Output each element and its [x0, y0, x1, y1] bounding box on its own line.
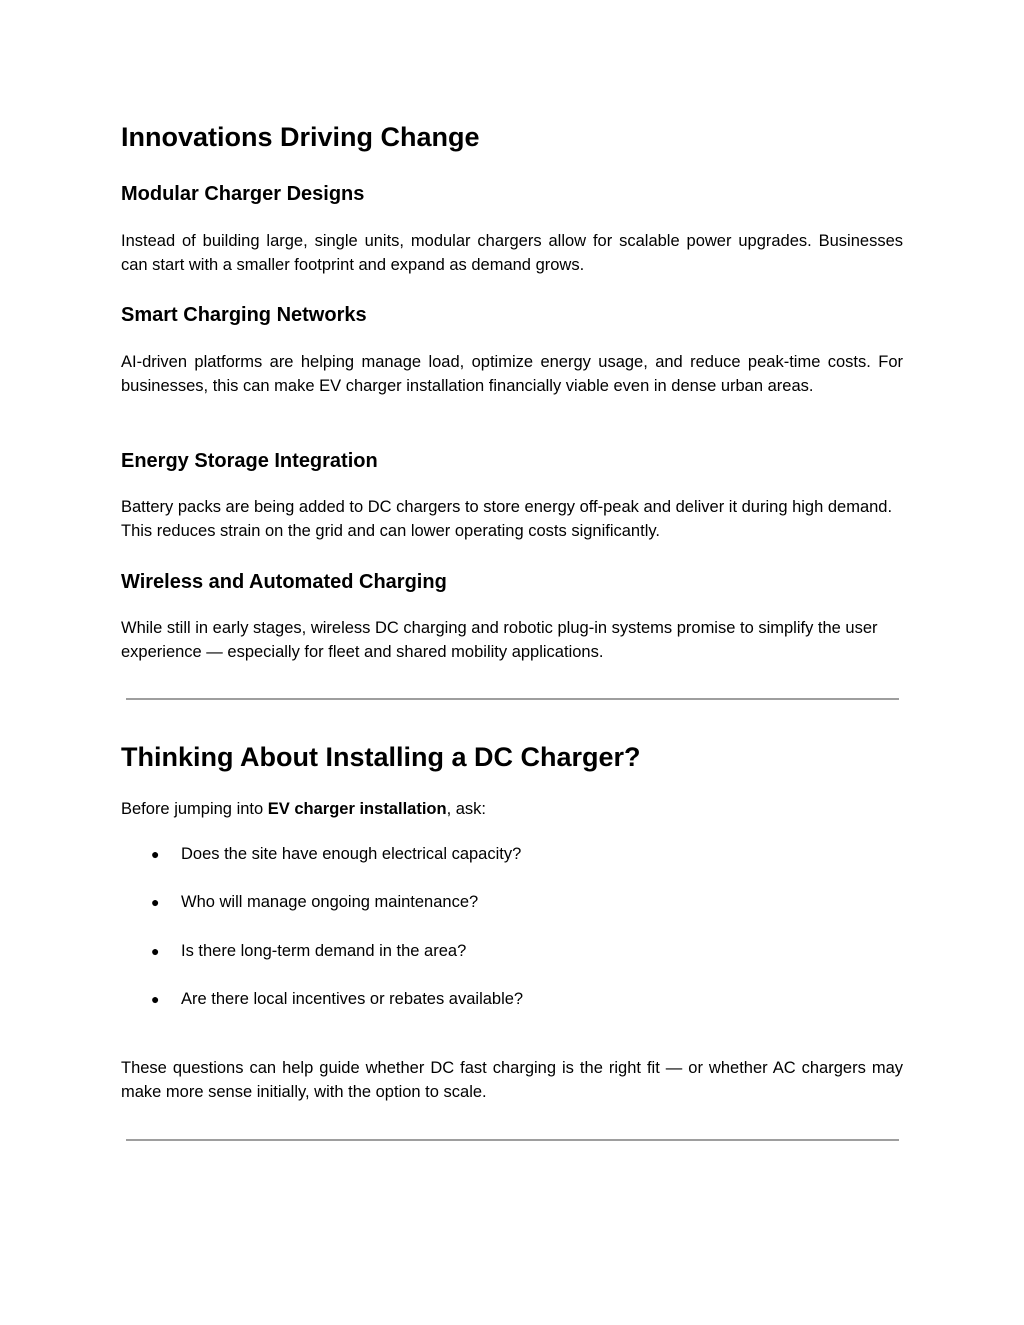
- list-item-text: Are there local incentives or rebates available?: [181, 990, 524, 1008]
- section-title-innovations: Innovations Driving Change: [121, 122, 480, 152]
- subheading-smart-charging-networks: Smart Charging Networks: [121, 304, 367, 326]
- subheading-modular-charger-designs: Modular Charger Designs: [121, 183, 365, 205]
- closing-paragraph: These questions can help guide whether DC fast charging is the right fit — or whether AC chargers may make more sense initially, with the option to scale.: [121, 1059, 903, 1102]
- horizontal-divider: [126, 698, 899, 700]
- bullet-icon: ●: [151, 894, 160, 910]
- subheading-energy-storage-integration: Energy Storage Integration: [121, 450, 378, 472]
- subheading-wireless-automated-charging: Wireless and Automated Charging: [121, 571, 447, 593]
- intro-text-before: Before jumping into: [121, 800, 268, 818]
- bullet-icon: ●: [151, 943, 160, 959]
- list-item-text: Does the site have enough electrical capacity?: [181, 845, 522, 863]
- bullet-icon: ●: [151, 991, 160, 1007]
- intro-text-after: , ask:: [446, 800, 487, 818]
- intro-paragraph: [121, 797, 903, 821]
- paragraph-wireless-automated-charging: While still in early stages, wireless DC charging and robotic plug-in systems promise to simplify the user experience — especially for fleet and shared mobility applications.: [121, 619, 878, 662]
- section-title-installing-dc-charger: Thinking About Installing a DC Charger?: [121, 742, 641, 772]
- paragraph-smart-charging-networks: AI-driven platforms are helping manage load, optimize energy usage, and reduce peak-time costs. For businesses, this can make EV charger installation financially viable even in dense urban areas.: [121, 353, 903, 396]
- list-item-text: Is there long-term demand in the area?: [181, 942, 467, 960]
- list-item-text: Who will manage ongoing maintenance?: [181, 893, 479, 911]
- paragraph-modular-charger-designs: Instead of building large, single units, modular chargers allow for scalable power upgrades. Businesses can start with a smaller footprint and expand as demand grows.: [121, 232, 903, 275]
- intro-bold-keyword: EV charger installation: [267, 800, 447, 818]
- horizontal-divider: [126, 1139, 899, 1141]
- paragraph-energy-storage-integration: Battery packs are being added to DC chargers to store energy off-peak and deliver it during high demand. This reduces strain on the grid and can lower operating costs significantly.: [121, 498, 893, 541]
- bullet-icon: ●: [151, 846, 160, 862]
